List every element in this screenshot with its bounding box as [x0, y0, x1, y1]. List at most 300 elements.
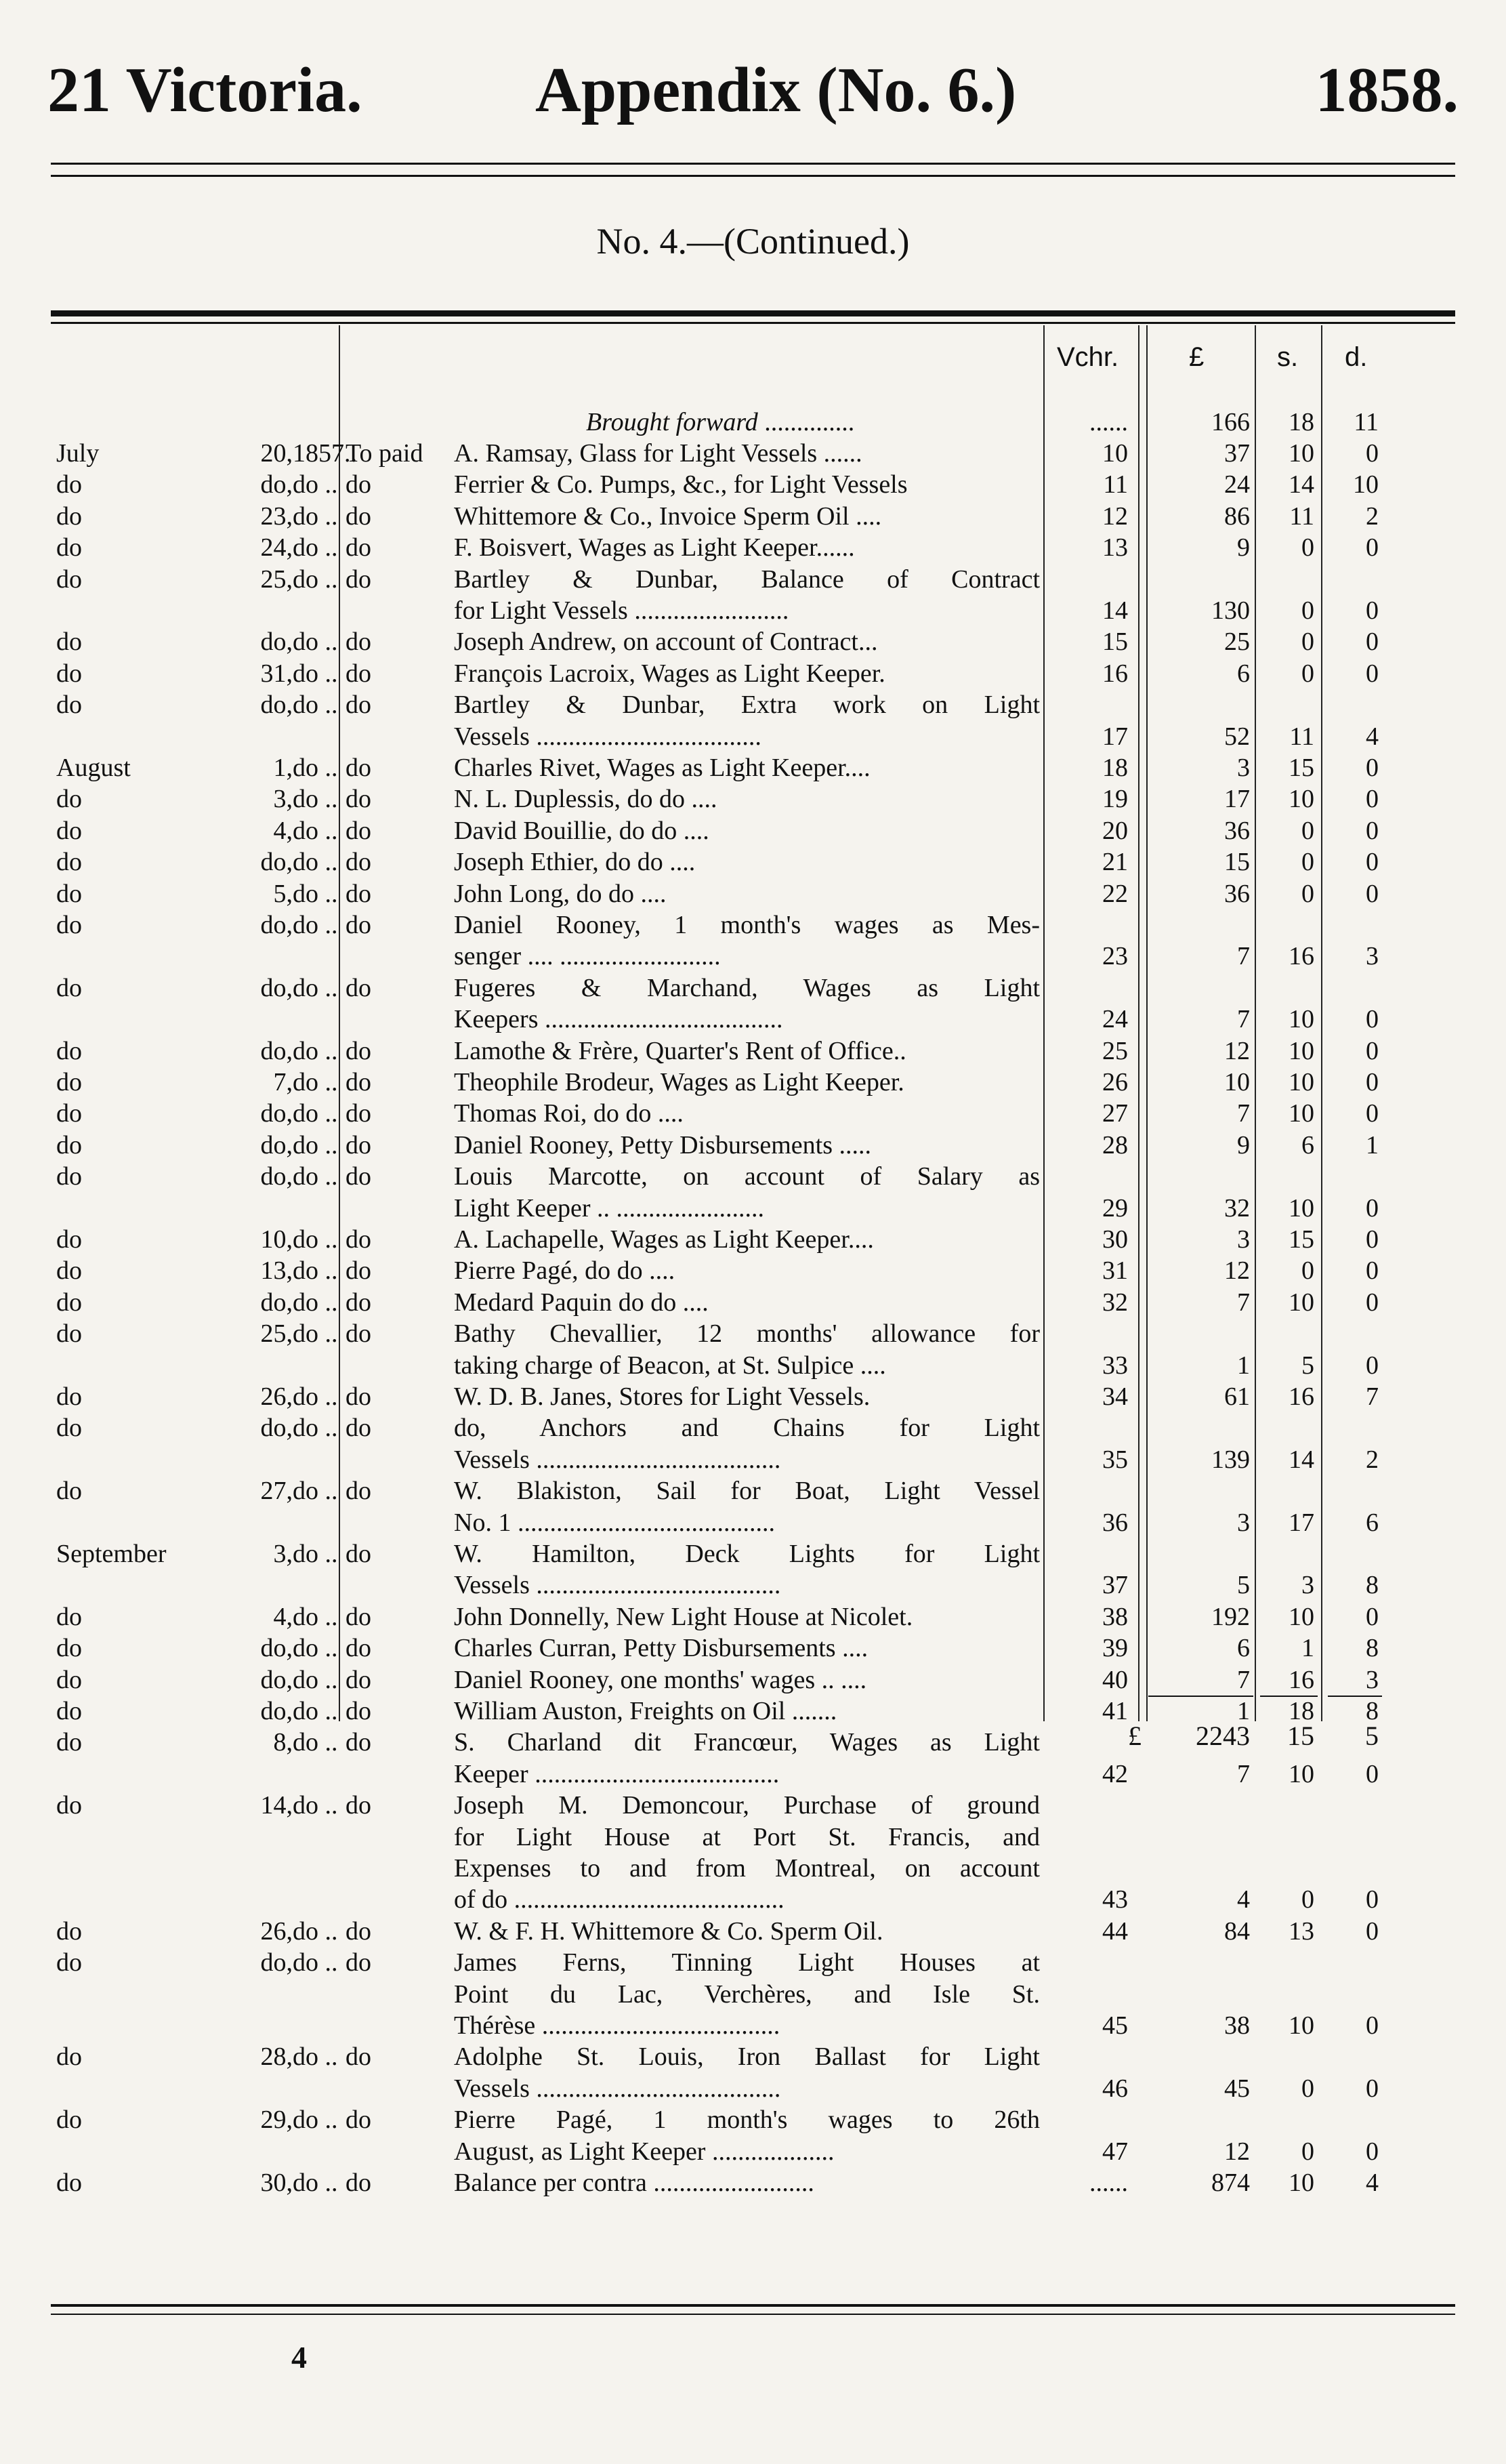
entry-voucher: 47: [1102, 2137, 1128, 2166]
ledger-row: [0, 1067, 1506, 1098]
entry-month: do: [56, 1477, 82, 1505]
entry-pence: 8: [1366, 1571, 1379, 1599]
entry-pounds: 10: [1224, 1068, 1250, 1096]
entry-shillings: 10: [1289, 785, 1314, 813]
entry-pounds: 45: [1224, 2074, 1250, 2103]
entry-pounds: 9: [1237, 533, 1250, 562]
entry-voucher: 12: [1102, 502, 1128, 531]
entry-description: do, Anchors and Chains for Light: [454, 1414, 1040, 1442]
entry-description: Adolphe St. Louis, Iron Ballast for Light: [454, 2042, 1040, 2071]
ledger-row: [0, 689, 1506, 720]
entry-description: for Light House at Port St. Francis, and: [454, 1823, 1040, 1851]
ledger-row-continuation: [0, 721, 1506, 752]
ledger-row: [0, 501, 1506, 532]
entry-pence: 0: [1366, 754, 1379, 782]
entry-description: S. Charland dit Francœur, Wages as Light: [454, 1728, 1040, 1757]
entry-pence: 4: [1366, 2169, 1379, 2197]
entry-voucher: 18: [1102, 754, 1128, 782]
entry-to-paid: do: [346, 1099, 371, 1128]
entry-month: do: [56, 691, 82, 719]
entry-pounds: 7: [1237, 1288, 1250, 1317]
entry-description: No. 1 ........................................: [454, 1508, 775, 1537]
entry-voucher: 32: [1102, 1288, 1128, 1317]
entry-month: do: [56, 817, 82, 845]
entry-year: do ..: [293, 1037, 338, 1065]
brought-forward-text: Brought forward: [586, 408, 758, 436]
entry-shillings: 10: [1289, 1603, 1314, 1631]
entry-shillings: 0: [1301, 2074, 1314, 2103]
ledger-row: [0, 1161, 1506, 1192]
ledger-row: [0, 752, 1506, 783]
entry-pence: 1: [1366, 1131, 1379, 1159]
total-shillings: 15: [1287, 1721, 1314, 1751]
entry-pence: 0: [1366, 880, 1379, 908]
entry-description: John Long, do do ....: [454, 880, 667, 908]
entry-shillings: 10: [1289, 1068, 1314, 1096]
entry-pence: 0: [1366, 1005, 1379, 1033]
entry-pence: 6: [1366, 1508, 1379, 1537]
entry-pounds: 37: [1224, 439, 1250, 468]
entry-day: 25,: [260, 565, 293, 594]
ledger-row: [0, 1287, 1506, 1318]
entry-to-paid: do: [346, 1068, 371, 1096]
entry-pounds: 1: [1237, 1697, 1250, 1725]
entry-month: August: [56, 754, 131, 782]
entry-pence: 0: [1366, 1885, 1379, 1914]
entry-to-paid: do: [346, 502, 371, 531]
entry-to-paid: do: [346, 785, 371, 813]
entry-description: of do ..........................................: [454, 1885, 785, 1914]
ledger-row: [0, 1035, 1506, 1067]
entry-shillings: 0: [1301, 848, 1314, 876]
entry-month: do: [56, 1791, 82, 1820]
entry-voucher: 14: [1102, 596, 1128, 625]
entry-month: do: [56, 911, 82, 939]
entry-day: 26,: [260, 1917, 293, 1946]
entry-pence: 0: [1366, 817, 1379, 845]
ledger-row: [0, 1633, 1506, 1664]
entry-to-paid: do: [346, 1256, 371, 1285]
entry-to-paid: do: [346, 1728, 371, 1757]
total-rule: [1148, 1696, 1253, 1697]
entry-to-paid: do: [346, 880, 371, 908]
entry-year: do ..: [293, 1414, 338, 1442]
entry-description: August, as Light Keeper ...................: [454, 2137, 835, 2166]
entry-month: do: [56, 1037, 82, 1065]
entry-month: September: [56, 1540, 167, 1568]
entry-month: July: [56, 439, 100, 468]
entry-to-paid: do: [346, 1382, 371, 1411]
entry-shillings: 0: [1301, 659, 1314, 688]
entry-voucher: 26: [1102, 1068, 1128, 1096]
header-center: Appendix (No. 6.): [535, 55, 1017, 125]
entry-description: Vessels ......................................: [454, 2074, 781, 2103]
entry-month: do: [56, 659, 82, 688]
entry-shillings: 15: [1289, 1225, 1314, 1254]
entry-pence: 8: [1366, 1634, 1379, 1662]
entry-shillings: 10: [1289, 1288, 1314, 1317]
entry-shillings: 10: [1289, 2169, 1314, 2197]
ledger-row-continuation: [0, 1853, 1506, 1884]
entry-shillings: 16: [1289, 1666, 1314, 1694]
entry-voucher: 33: [1102, 1351, 1128, 1380]
brought-forward-pence: 11: [1354, 408, 1379, 436]
ledger-row: [0, 2167, 1506, 2198]
entry-voucher: 37: [1102, 1571, 1128, 1599]
entry-pence: 10: [1353, 470, 1379, 499]
ledger-row-continuation: [0, 1822, 1506, 1853]
entry-voucher: 22: [1102, 880, 1128, 908]
entry-pounds: 7: [1237, 942, 1250, 970]
entry-pounds: 3: [1237, 1225, 1250, 1254]
ledger-row: [0, 846, 1506, 878]
brought-forward-pounds: 166: [1211, 408, 1250, 436]
entry-month: do: [56, 1728, 82, 1757]
entry-description: Light Keeper .. .......................: [454, 1194, 765, 1223]
entry-year: do ..: [293, 533, 338, 562]
header-right: 1858.: [1315, 55, 1459, 125]
entry-day: do,: [260, 1414, 293, 1442]
entry-voucher: 24: [1102, 1005, 1128, 1033]
entry-description: Keepers .....................................: [454, 1005, 783, 1033]
entry-pounds: 3: [1237, 754, 1250, 782]
entry-day: do,: [260, 1099, 293, 1128]
ledger-row: [0, 1130, 1506, 1161]
entry-year: do ..: [293, 502, 338, 531]
ledger-row: [0, 1381, 1506, 1412]
footer-rule: [51, 2314, 1455, 2315]
entry-voucher: 17: [1102, 722, 1128, 751]
entry-voucher: 34: [1102, 1382, 1128, 1411]
entry-description: John Donnelly, New Light House at Nicolet.: [454, 1603, 913, 1631]
total-rule: [1260, 1696, 1318, 1697]
entry-pence: 7: [1366, 1382, 1379, 1411]
entry-to-paid: do: [346, 1225, 371, 1254]
entry-year: do ..: [293, 911, 338, 939]
entry-pounds: 32: [1224, 1194, 1250, 1223]
total-pounds: 2243: [1196, 1721, 1250, 1751]
entry-day: do,: [260, 1634, 293, 1662]
entry-voucher: 23: [1102, 942, 1128, 970]
entry-description: Point du Lac, Verchères, and Isle St.: [454, 1980, 1040, 2009]
entry-month: do: [56, 1068, 82, 1096]
entry-to-paid: do: [346, 1319, 371, 1348]
entry-year: do ..: [293, 691, 338, 719]
entry-description: Daniel Rooney, one months' wages .. ....: [454, 1666, 867, 1694]
entry-pounds: 192: [1211, 1603, 1250, 1631]
entry-month: do: [56, 1225, 82, 1254]
entry-voucher: 42: [1102, 1760, 1128, 1788]
entry-description: Joseph Ethier, do do ....: [454, 848, 696, 876]
col-header-pence: d.: [1345, 342, 1368, 372]
entry-month: do: [56, 628, 82, 656]
brought-forward-shillings: 18: [1289, 408, 1314, 436]
brought-forward-vchr: ......: [1089, 408, 1128, 436]
entry-day: do,: [260, 470, 293, 499]
entry-pounds: 36: [1224, 817, 1250, 845]
entry-year: do ..: [293, 974, 338, 1002]
entry-description: Theophile Brodeur, Wages as Light Keeper.: [454, 1068, 904, 1096]
entry-month: do: [56, 2106, 82, 2134]
entry-pence: 0: [1366, 1225, 1379, 1254]
entry-voucher: 46: [1102, 2074, 1128, 2103]
entry-description: Pierre Pagé, do do ....: [454, 1256, 675, 1285]
entry-pence: 0: [1366, 596, 1379, 625]
entry-to-paid: do: [346, 1540, 371, 1568]
entry-pounds: 38: [1224, 2011, 1250, 2040]
entry-year: do ..: [293, 1634, 338, 1662]
ledger-row: [0, 972, 1506, 1004]
entry-pence: 8: [1366, 1697, 1379, 1725]
leader-dots: ..............: [764, 408, 855, 436]
entry-day: 7,: [273, 1068, 293, 1096]
ledger-row: [0, 1475, 1506, 1506]
entry-voucher: 13: [1102, 533, 1128, 562]
entry-pence: 0: [1366, 1603, 1379, 1631]
section-title: [0, 220, 1506, 262]
entry-day: 5,: [273, 880, 293, 908]
entry-day: 29,: [260, 2106, 293, 2134]
entry-year: do ..: [293, 1603, 338, 1631]
ledger-row-continuation: [0, 941, 1506, 972]
ledger-row-continuation: [0, 1507, 1506, 1538]
entry-description: James Ferns, Tinning Light Houses at: [454, 1948, 1040, 1977]
entry-to-paid: do: [346, 628, 371, 656]
entry-shillings: 13: [1289, 1917, 1314, 1946]
entry-pounds: 12: [1224, 1256, 1250, 1285]
entry-to-paid: do: [346, 1634, 371, 1662]
entry-pounds: 3: [1237, 1508, 1250, 1537]
entry-shillings: 14: [1289, 470, 1314, 499]
entry-day: do,: [260, 848, 293, 876]
entry-day: do,: [260, 1948, 293, 1977]
entry-voucher: 29: [1102, 1194, 1128, 1223]
entry-voucher: 38: [1102, 1603, 1128, 1631]
entry-day: do,: [260, 1697, 293, 1725]
entry-pounds: 4: [1237, 1885, 1250, 1914]
entry-year: do ..: [293, 628, 338, 656]
brought-forward-label: [586, 407, 1040, 438]
ledger-row: [0, 878, 1506, 909]
entry-pence: 0: [1366, 628, 1379, 656]
entry-pounds: 7: [1237, 1005, 1250, 1033]
entry-pence: 0: [1366, 1760, 1379, 1788]
entry-pounds: 84: [1224, 1917, 1250, 1946]
ledger-row-continuation: [0, 1193, 1506, 1224]
entry-description: Charles Rivet, Wages as Light Keeper....: [454, 754, 871, 782]
entry-year: 1857..: [293, 439, 357, 468]
entry-description: N. L. Duplessis, do do ....: [454, 785, 717, 813]
ledger-row-continuation: [0, 1759, 1506, 1790]
entry-year: do ..: [293, 1728, 338, 1757]
entry-pounds: 25: [1224, 628, 1250, 656]
entry-day: 14,: [260, 1791, 293, 1820]
entry-month: do: [56, 1162, 82, 1191]
ledger-row: [0, 532, 1506, 563]
entry-pounds: 12: [1224, 1037, 1250, 1065]
section-title-text: No. 4.—(Continued.): [596, 221, 910, 262]
entry-year: do ..: [293, 2169, 338, 2197]
entry-pounds: 61: [1224, 1382, 1250, 1411]
entry-day: 23,: [260, 502, 293, 531]
total-pence: 5: [1365, 1721, 1379, 1751]
entry-month: do: [56, 1948, 82, 1977]
col-header-shillings: s.: [1277, 342, 1299, 372]
entry-pounds: 6: [1237, 659, 1250, 688]
ledger-row-continuation: [0, 1350, 1506, 1381]
entry-shillings: 10: [1289, 1037, 1314, 1065]
entry-day: do,: [260, 1131, 293, 1159]
entry-day: do,: [260, 1037, 293, 1065]
entry-pence: 0: [1366, 848, 1379, 876]
entry-description: F. Boisvert, Wages as Light Keeper......: [454, 533, 855, 562]
entry-year: do ..: [293, 659, 338, 688]
entry-voucher: ......: [1089, 2169, 1128, 2197]
entry-shillings: 0: [1301, 2137, 1314, 2166]
entry-shillings: 11: [1289, 502, 1314, 531]
entry-month: do: [56, 1099, 82, 1128]
entry-pounds: 139: [1211, 1445, 1250, 1474]
total-currency: £: [1128, 1721, 1142, 1751]
entry-shillings: 15: [1289, 754, 1314, 782]
entry-month: do: [56, 1382, 82, 1411]
entry-to-paid: do: [346, 1697, 371, 1725]
entry-year: do ..: [293, 565, 338, 594]
entry-shillings: 18: [1289, 1697, 1314, 1725]
entry-description: A. Ramsay, Glass for Light Vessels ......: [454, 439, 862, 468]
entry-description: William Auston, Freights on Oil .......: [454, 1697, 837, 1725]
entry-day: 10,: [260, 1225, 293, 1254]
entry-description: Daniel Rooney, 1 month's wages as Mes-: [454, 911, 1040, 939]
ledger-row: [0, 2104, 1506, 2135]
entry-shillings: 0: [1301, 880, 1314, 908]
entry-year: do ..: [293, 1666, 338, 1694]
entry-pence: 0: [1366, 1917, 1379, 1946]
entry-description: taking charge of Beacon, at St. Sulpice ....: [454, 1351, 886, 1380]
entry-description: W. Hamilton, Deck Lights for Light: [454, 1540, 1040, 1568]
entry-year: do ..: [293, 1917, 338, 1946]
entry-description: Thomas Roi, do do ....: [454, 1099, 684, 1128]
entry-shillings: 0: [1301, 817, 1314, 845]
ledger-row: [0, 1098, 1506, 1129]
entry-day: 26,: [260, 1382, 293, 1411]
entry-pence: 0: [1366, 1037, 1379, 1065]
entry-voucher: 16: [1102, 659, 1128, 688]
entry-day: 1,: [273, 754, 293, 782]
ledger-row-continuation: [0, 2136, 1506, 2167]
entry-description: Pierre Pagé, 1 month's wages to 26th: [454, 2106, 1040, 2134]
entry-description: Medard Paquin do do ....: [454, 1288, 709, 1317]
entry-pence: 0: [1366, 533, 1379, 562]
entry-month: do: [56, 1319, 82, 1348]
entry-voucher: 21: [1102, 848, 1128, 876]
entry-month: do: [56, 880, 82, 908]
ledger-row-continuation: [0, 2073, 1506, 2104]
entry-to-paid: To paid: [346, 439, 423, 468]
ledger-row: [0, 1318, 1506, 1349]
entry-day: do,: [260, 1162, 293, 1191]
entry-year: do ..: [293, 880, 338, 908]
ledger-row-continuation: [0, 595, 1506, 626]
header-left: 21 Victoria.: [47, 55, 362, 125]
entry-to-paid: do: [346, 1603, 371, 1631]
header-rule: [51, 175, 1455, 177]
entry-day: do,: [260, 628, 293, 656]
entry-day: do,: [260, 911, 293, 939]
entry-pence: 4: [1366, 722, 1379, 751]
entry-day: 4,: [273, 817, 293, 845]
entry-to-paid: do: [346, 754, 371, 782]
entry-voucher: 40: [1102, 1666, 1128, 1694]
entry-to-paid: do: [346, 1791, 371, 1820]
page-number: 4: [291, 2340, 307, 2375]
entry-description: W. D. B. Janes, Stores for Light Vessels.: [454, 1382, 871, 1411]
entry-description: W. & F. H. Whittemore & Co. Sperm Oil.: [454, 1917, 883, 1946]
entry-shillings: 5: [1301, 1351, 1314, 1380]
entry-pence: 3: [1366, 1666, 1379, 1694]
entry-to-paid: do: [346, 659, 371, 688]
entry-day: 25,: [260, 1319, 293, 1348]
entry-to-paid: do: [346, 533, 371, 562]
ledger-row-continuation: [0, 1004, 1506, 1035]
entry-pounds: 24: [1224, 470, 1250, 499]
entry-pence: 0: [1366, 439, 1379, 468]
entry-month: do: [56, 533, 82, 562]
entry-month: do: [56, 1131, 82, 1159]
entry-voucher: 10: [1102, 439, 1128, 468]
entry-to-paid: do: [346, 2106, 371, 2134]
entry-year: do ..: [293, 1131, 338, 1159]
entry-shillings: 0: [1301, 1885, 1314, 1914]
ledger-row: [0, 1790, 1506, 1821]
ledger-row: [0, 658, 1506, 689]
entry-description: Charles Curran, Petty Disbursements ....: [454, 1634, 869, 1662]
entry-description: Lamothe & Frère, Quarter's Rent of Office..: [454, 1037, 906, 1065]
entry-month: do: [56, 1697, 82, 1725]
entry-voucher: 27: [1102, 1099, 1128, 1128]
entry-day: do,: [260, 974, 293, 1002]
entry-year: do ..: [293, 1068, 338, 1096]
ledger-row: [0, 1538, 1506, 1569]
col-header-vchr: Vchr.: [1057, 342, 1119, 372]
entry-pence: 0: [1366, 1256, 1379, 1285]
entry-to-paid: do: [346, 974, 371, 1002]
entry-to-paid: do: [346, 470, 371, 499]
entry-to-paid: do: [346, 1948, 371, 1977]
ledger-row: [0, 1255, 1506, 1286]
entry-year: do ..: [293, 1477, 338, 1505]
entry-to-paid: do: [346, 1477, 371, 1505]
entry-shillings: 17: [1289, 1508, 1314, 1537]
entry-description: senger .... .........................: [454, 942, 721, 970]
entry-shillings: 10: [1289, 2011, 1314, 2040]
entry-pounds: 5: [1237, 1571, 1250, 1599]
entry-description: Daniel Rooney, Petty Disbursements .....: [454, 1131, 872, 1159]
entry-description: Keeper ......................................: [454, 1760, 780, 1788]
entry-month: do: [56, 1288, 82, 1317]
entry-voucher: 45: [1102, 2011, 1128, 2040]
entry-to-paid: do: [346, 817, 371, 845]
entry-description: Bartley & Dunbar, Extra work on Light: [454, 691, 1040, 719]
entry-voucher: 30: [1102, 1225, 1128, 1254]
ledger-row: [0, 1664, 1506, 1696]
entry-pounds: 36: [1224, 880, 1250, 908]
entry-voucher: 28: [1102, 1131, 1128, 1159]
entry-pounds: 17: [1224, 785, 1250, 813]
entry-pence: 0: [1366, 1099, 1379, 1128]
entry-description: Vessels ......................................: [454, 1445, 781, 1474]
entry-year: do ..: [293, 754, 338, 782]
